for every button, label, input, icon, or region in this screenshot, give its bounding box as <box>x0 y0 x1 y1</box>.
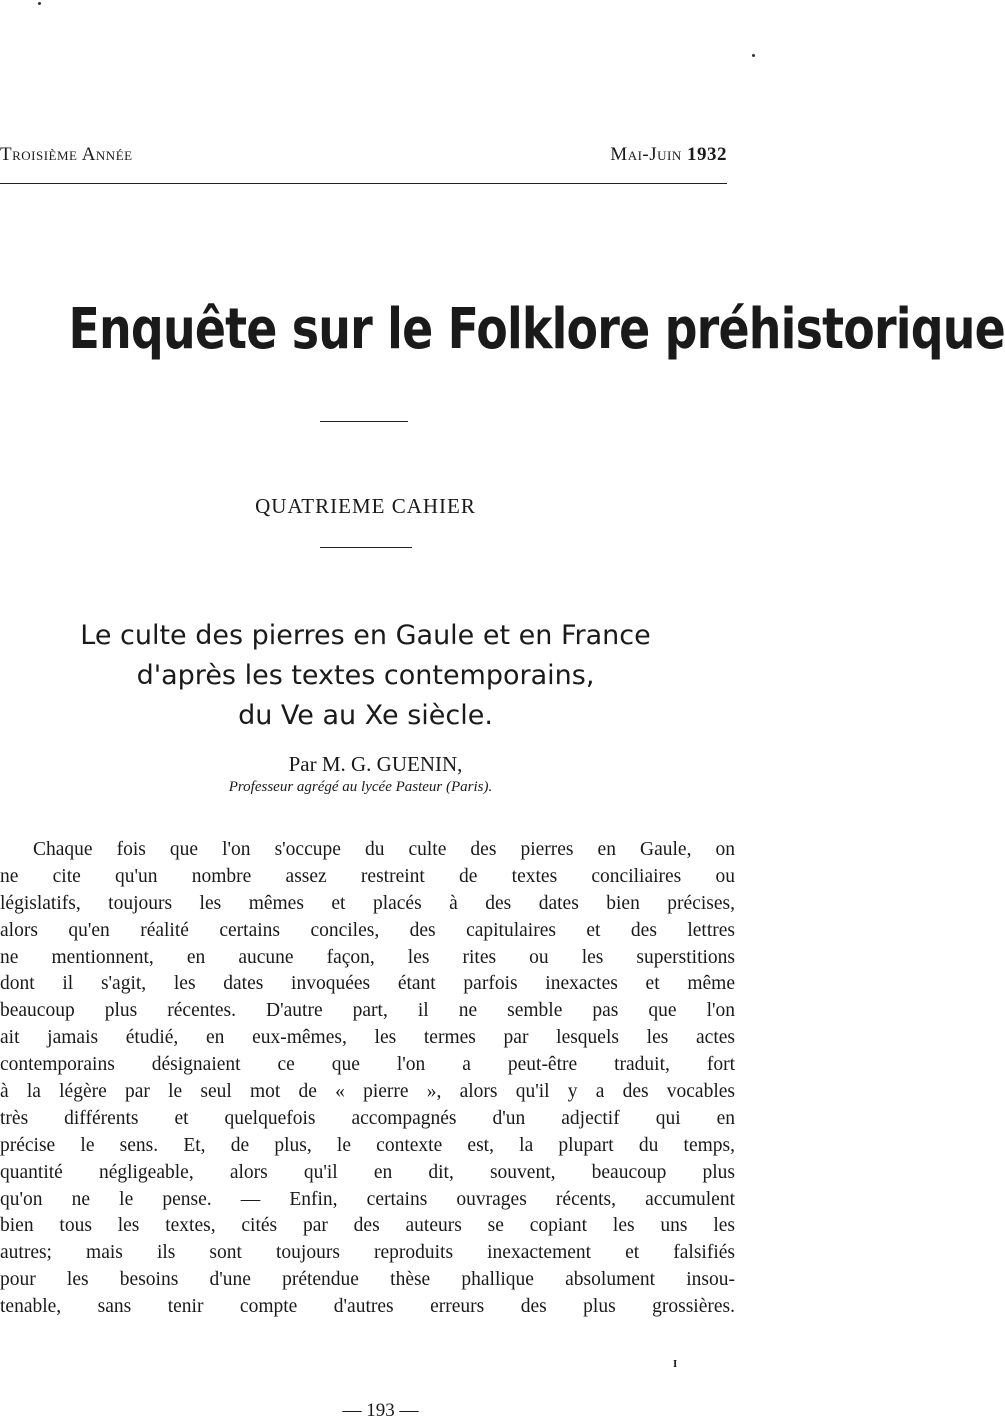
ink-speck <box>38 2 41 5</box>
body-line: pour les besoins d'une prétendue thèse phallique absolument insou- <box>0 1269 735 1291</box>
body-line: Chaque fois que l'on s'occupe du culte des pierres en Gaule, on <box>33 839 735 860</box>
running-head-issue: Troisième Année <box>0 144 133 165</box>
running-head-year: 1932 <box>687 144 727 165</box>
page-title: Enquête sur le Folklore préhistorique <box>68 297 1005 362</box>
body-line: quantité négligeable, alors qu'il en dit, souvent, beaucoup plus <box>0 1161 735 1183</box>
body-line: à la légère par le seul mot de « pierre », alors qu'il y a des vocables <box>0 1081 735 1103</box>
ink-speck <box>752 54 755 57</box>
body-line: ne cite qu'un nombre assez restreint de textes conciliaires ou <box>0 865 735 887</box>
author-byline: Par M. G. GUENIN, <box>288 752 463 776</box>
article-title <box>0 616 731 736</box>
body-line: alors qu'en réalité certains conciles, des capitulaires et des lettres <box>0 919 735 941</box>
article-title-line: Le culte des pierres en Gaule et en France <box>80 620 651 651</box>
running-head-date <box>610 144 727 166</box>
header-rule <box>0 183 727 184</box>
body-line: précise le sens. Et, de plus, le contexte est, la plupart du temps, <box>0 1134 735 1156</box>
author-affiliation: Professeur agrégé au lycée Pasteur (Paris). <box>228 779 493 795</box>
title-divider <box>320 421 408 422</box>
body-paragraph <box>0 837 735 1321</box>
running-head-month: Mai-Juin <box>610 144 687 165</box>
body-line: très différents et quelquefois accompagnés d'un adjectif qui en <box>0 1107 735 1129</box>
body-line: qu'on ne le pense. — Enfin, certains ouvrages récents, accumulent <box>0 1188 735 1210</box>
body-line: tenable, sans tenir compte d'autres erreurs des plus grossières. <box>0 1296 735 1318</box>
body-line: autres; mais ils sont toujours reproduits inexactement et falsifiés <box>0 1242 735 1264</box>
section-divider <box>320 547 412 548</box>
body-line: législatifs, toujours les mêmes et placés à des dates bien précises, <box>0 892 735 914</box>
article-title-line: d'après les textes contemporains, <box>136 660 595 691</box>
body-line: contemporains désignaient ce que l'on a peut-être traduit, fort <box>0 1054 735 1076</box>
body-line: bien tous les textes, cités par des auteurs se copiant les uns les <box>0 1215 735 1237</box>
running-head <box>0 144 727 168</box>
body-line: ne mentionnent, en aucune façon, les rites ou les superstitions <box>0 946 735 968</box>
body-line: dont il s'agit, les dates invoquées étant parfois inexactes et même <box>0 973 735 995</box>
page-number: — 193 — <box>342 1400 419 1421</box>
body-line: ait jamais étudié, en eux-mêmes, les termes par lesquels les actes <box>0 1027 735 1049</box>
signature-mark: I <box>673 1358 678 1370</box>
body-line: beaucoup plus récentes. D'autre part, il ne semble pas que l'on <box>0 1000 735 1022</box>
section-heading: QUATRIEME CAHIER <box>255 494 476 518</box>
article-title-line: du Ve au Xe siècle. <box>238 700 493 731</box>
